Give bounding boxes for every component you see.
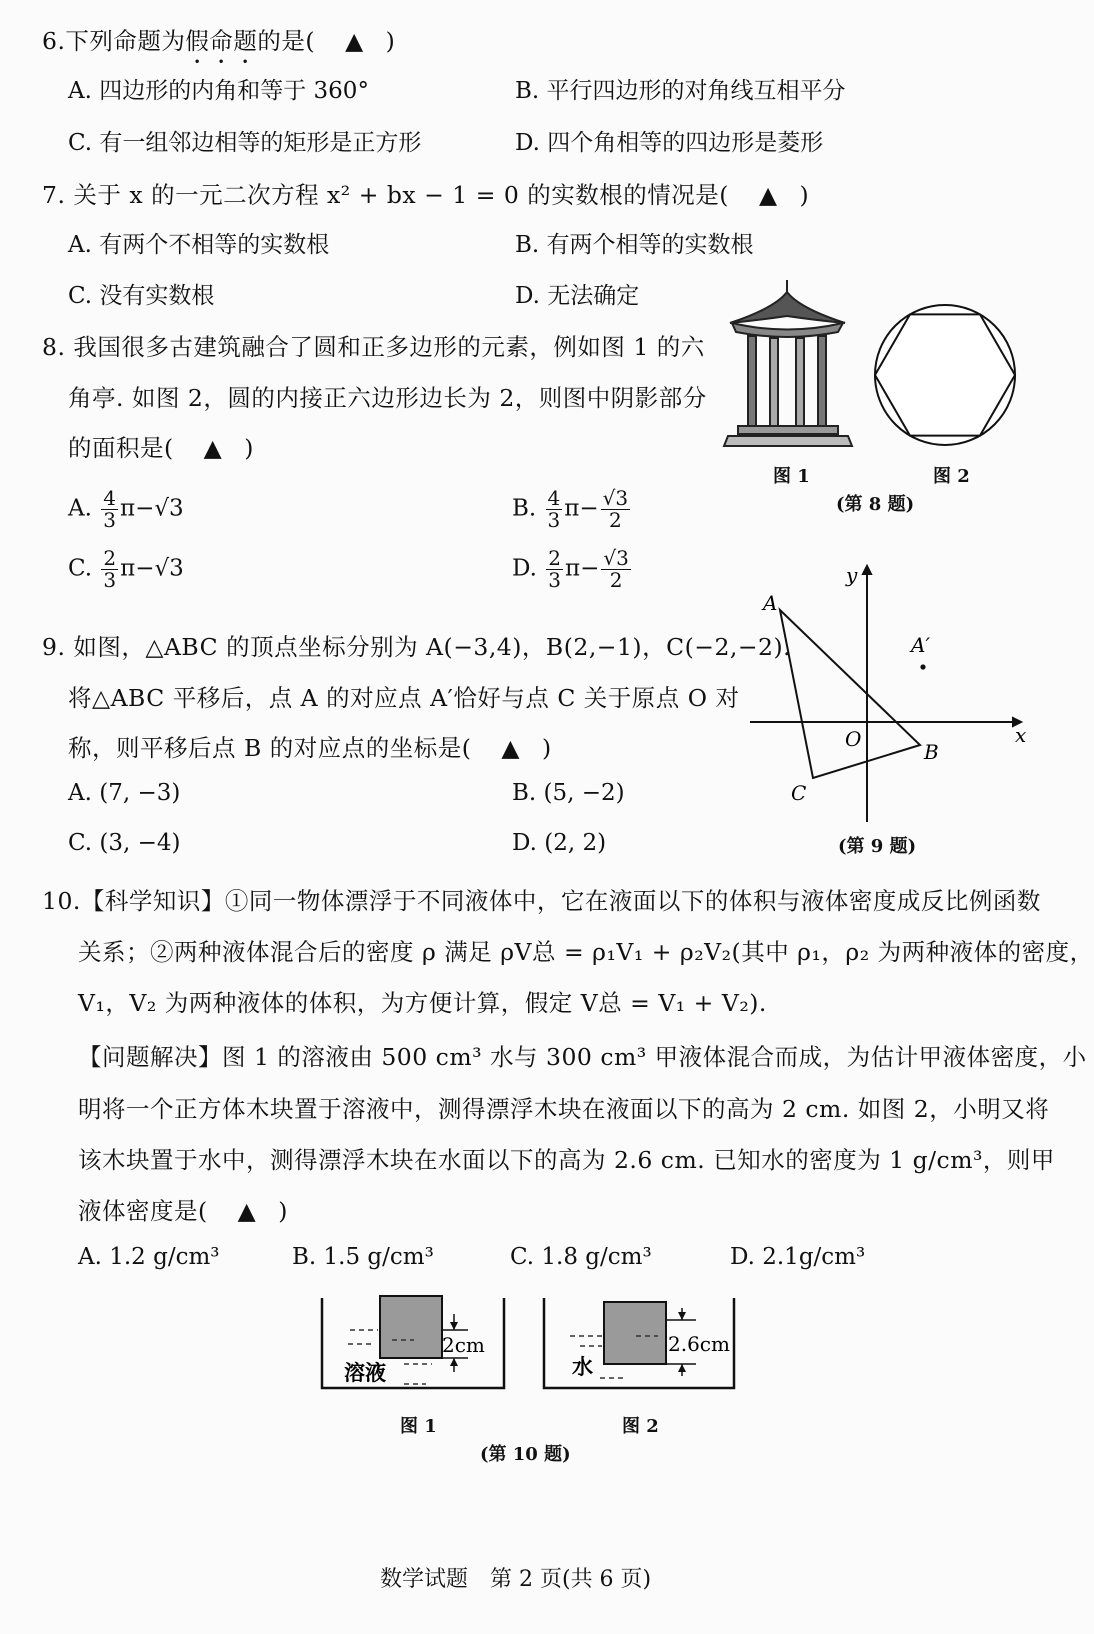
q10-line4: 【问题解决】图 1 的溶液由 500 cm³ 水与 300 cm³ 甲液体混合而成，为估计甲液体密度，小 (78, 1043, 1087, 1071)
q8-option-d (512, 548, 633, 591)
q6-option-a: A. 四边形的内角和等于 360° (68, 78, 369, 104)
fraction-numerator: 2 (548, 546, 561, 570)
q10-option-d: D. 2.1g/cm³ (730, 1244, 866, 1270)
q6-stem (42, 22, 395, 69)
q8-line3-text: 的面积是( (68, 434, 174, 462)
option-letter: C. (68, 555, 93, 582)
q10-fig1-caption: 图 1 (400, 1416, 437, 1437)
q8-figure-pavilion (720, 278, 855, 448)
depth-label: 2cm (442, 1333, 485, 1357)
q6-option-c: C. 有一组邻边相等的矩形是正方形 (68, 130, 422, 156)
vertex-a-label: A (763, 591, 778, 615)
q7-close: ) (799, 181, 810, 209)
answer-blank-triangle: ▲ (758, 181, 778, 209)
q10-line7 (78, 1192, 288, 1226)
option-tail: π−√3 (119, 495, 184, 522)
fraction-numerator: 4 (103, 486, 116, 510)
point-a-prime-label: A′ (911, 633, 930, 657)
answer-blank-triangle: ▲ (501, 734, 520, 762)
q9-coordinate-figure (745, 560, 1025, 830)
q8-option-c (68, 548, 184, 591)
q9-option-a: A. (7, −3) (68, 780, 181, 806)
option-letter: B. (512, 495, 537, 522)
fraction (601, 488, 630, 531)
origin-label: O (845, 727, 862, 751)
depth-label: 2.6cm (668, 1332, 730, 1356)
q7-option-c: C. 没有实数根 (68, 283, 215, 309)
q10-option-a: A. 1.2 g/cm³ (78, 1244, 220, 1270)
q9-figure-caption: (第 9 题) (838, 836, 917, 857)
circumcircle (875, 305, 1015, 445)
wood-block (380, 1296, 442, 1358)
q9-close: ) (541, 734, 552, 762)
q6-option-b: B. 平行四边形的对角线互相平分 (515, 78, 846, 104)
q8-option-b (512, 488, 632, 531)
q10-option-c: C. 1.8 g/cm³ (510, 1244, 652, 1270)
q8-figure-caption: (第 8 题) (836, 494, 915, 515)
y-axis-arrow (863, 566, 871, 574)
q8-close: ) (244, 434, 254, 462)
q6-stem-post: 的是( (257, 27, 316, 55)
option-letter: A. (68, 495, 92, 522)
q9-line3 (68, 729, 552, 763)
answer-blank-triangle: ▲ (203, 434, 223, 462)
q7-stem-text: 7. 关于 x 的一元二次方程 x² + bx − 1 = 0 的实数根的情况是( (42, 181, 729, 209)
fraction-denominator: 3 (547, 508, 561, 532)
q10-line7-text: 液体密度是( (78, 1197, 208, 1225)
q6-close: ) (385, 27, 396, 55)
q7-option-d: D. 无法确定 (515, 283, 640, 309)
q10-figure2-water (540, 1292, 740, 1412)
q8-line1: 8. 我国很多古建筑融合了圆和正多边形的元素，例如图 1 的六 (42, 333, 705, 361)
q10-close: ) (278, 1197, 288, 1225)
fraction-numerator: 4 (547, 486, 561, 510)
q8-option-a (68, 488, 184, 531)
option-tail: π−√3 (120, 555, 184, 582)
point-a-prime (920, 664, 925, 669)
q10-option-b: B. 1.5 g/cm³ (292, 1244, 434, 1270)
fraction (101, 488, 118, 531)
page-footer: 数学试题 第 2 页(共 6 页) (380, 1567, 652, 1592)
q6-number: 6. (42, 27, 66, 55)
q7-stem (42, 176, 809, 210)
x-axis-label: x (1015, 723, 1027, 747)
q9-option-d: D. (2, 2) (512, 830, 607, 856)
q8-line3 (68, 429, 254, 463)
fraction-denominator: 2 (609, 508, 622, 532)
q8-fig2-caption: 图 2 (933, 466, 970, 487)
triangle-abc (780, 610, 920, 778)
q10-line5: 明将一个正方体木块置于溶液中，测得漂浮木块在液面以下的高为 2 cm. 如图 2，小明又将 (78, 1095, 1050, 1123)
q9-line1: 9. 如图，△ABC 的顶点坐标分别为 A(−3,4)，B(2,−1)，C(−2,−2). (42, 633, 792, 661)
liquid-label: 水 (572, 1354, 593, 1379)
fraction-denominator: 3 (548, 568, 561, 592)
fraction-denominator: 3 (103, 508, 116, 532)
answer-blank-triangle: ▲ (345, 27, 364, 55)
vertex-b-label: B (924, 740, 939, 764)
fraction-numerator: 2 (103, 546, 117, 570)
q10-line1: 10.【科学知识】①同一物体漂浮于不同液体中，它在液面以下的体积与液体密度成反比例函数 (42, 887, 1041, 915)
q9-option-c: C. (3, −4) (68, 830, 181, 856)
liquid-label: 溶液 (344, 1360, 386, 1385)
fraction (601, 548, 630, 591)
q10-line2: 关系；②两种液体混合后的密度 ρ 满足 ρV总 = ρ₁V₁ + ρ₂V₂(其中 ρ₁，ρ₂ 为两种液体的密度， (78, 938, 1094, 966)
option-tail: π− (564, 555, 600, 582)
q9-line2: 将△ABC 平移后，点 A 的对应点 A′恰好与点 C 关于原点 O 对 (68, 684, 740, 712)
q10-line3: V₁，V₂ 为两种液体的体积，为方便计算，假定 V总 = V₁ + V₂). (78, 989, 767, 1017)
q10-figure1-solution (318, 1292, 508, 1412)
fraction (101, 548, 118, 591)
fraction (546, 548, 563, 591)
q9-option-b: B. (5, −2) (512, 780, 625, 806)
q8-figure-circle-hexagon (870, 300, 1020, 450)
fraction-numerator: √3 (602, 486, 629, 510)
vertex-c-label: C (791, 781, 807, 805)
y-axis-label: y (846, 563, 858, 587)
fraction (546, 488, 563, 531)
q6-stem-pre: 下列命题为 (65, 27, 186, 55)
q7-option-a: A. 有两个不相等的实数根 (68, 232, 330, 258)
q7-option-b: B. 有两个相等的实数根 (515, 232, 754, 258)
q10-line6: 该木块置于水中，测得漂浮木块在水面以下的高为 2.6 cm. 已知水的密度为 1 g/cm³，则甲 (78, 1146, 1055, 1174)
wood-block (604, 1302, 666, 1364)
q8-line2: 角亭. 如图 2，圆的内接正六边形边长为 2，则图中阴影部分 (68, 384, 707, 412)
q9-line3-text: 称，则平移后点 B 的对应点的坐标是( (68, 734, 472, 762)
q10-fig2-caption: 图 2 (622, 1416, 659, 1437)
answer-blank-triangle: ▲ (237, 1197, 257, 1225)
q8-fig1-caption: 图 1 (773, 466, 810, 487)
option-letter: D. (512, 555, 537, 582)
option-tail: π− (564, 495, 599, 522)
q10-figure-caption: (第 10 题) (480, 1444, 571, 1465)
fraction-numerator: √3 (603, 546, 629, 570)
fraction-denominator: 3 (103, 568, 117, 592)
q6-stem-emph: 假命题 (185, 27, 258, 55)
fraction-denominator: 2 (609, 568, 623, 592)
q6-option-d: D. 四个角相等的四边形是菱形 (515, 130, 824, 156)
